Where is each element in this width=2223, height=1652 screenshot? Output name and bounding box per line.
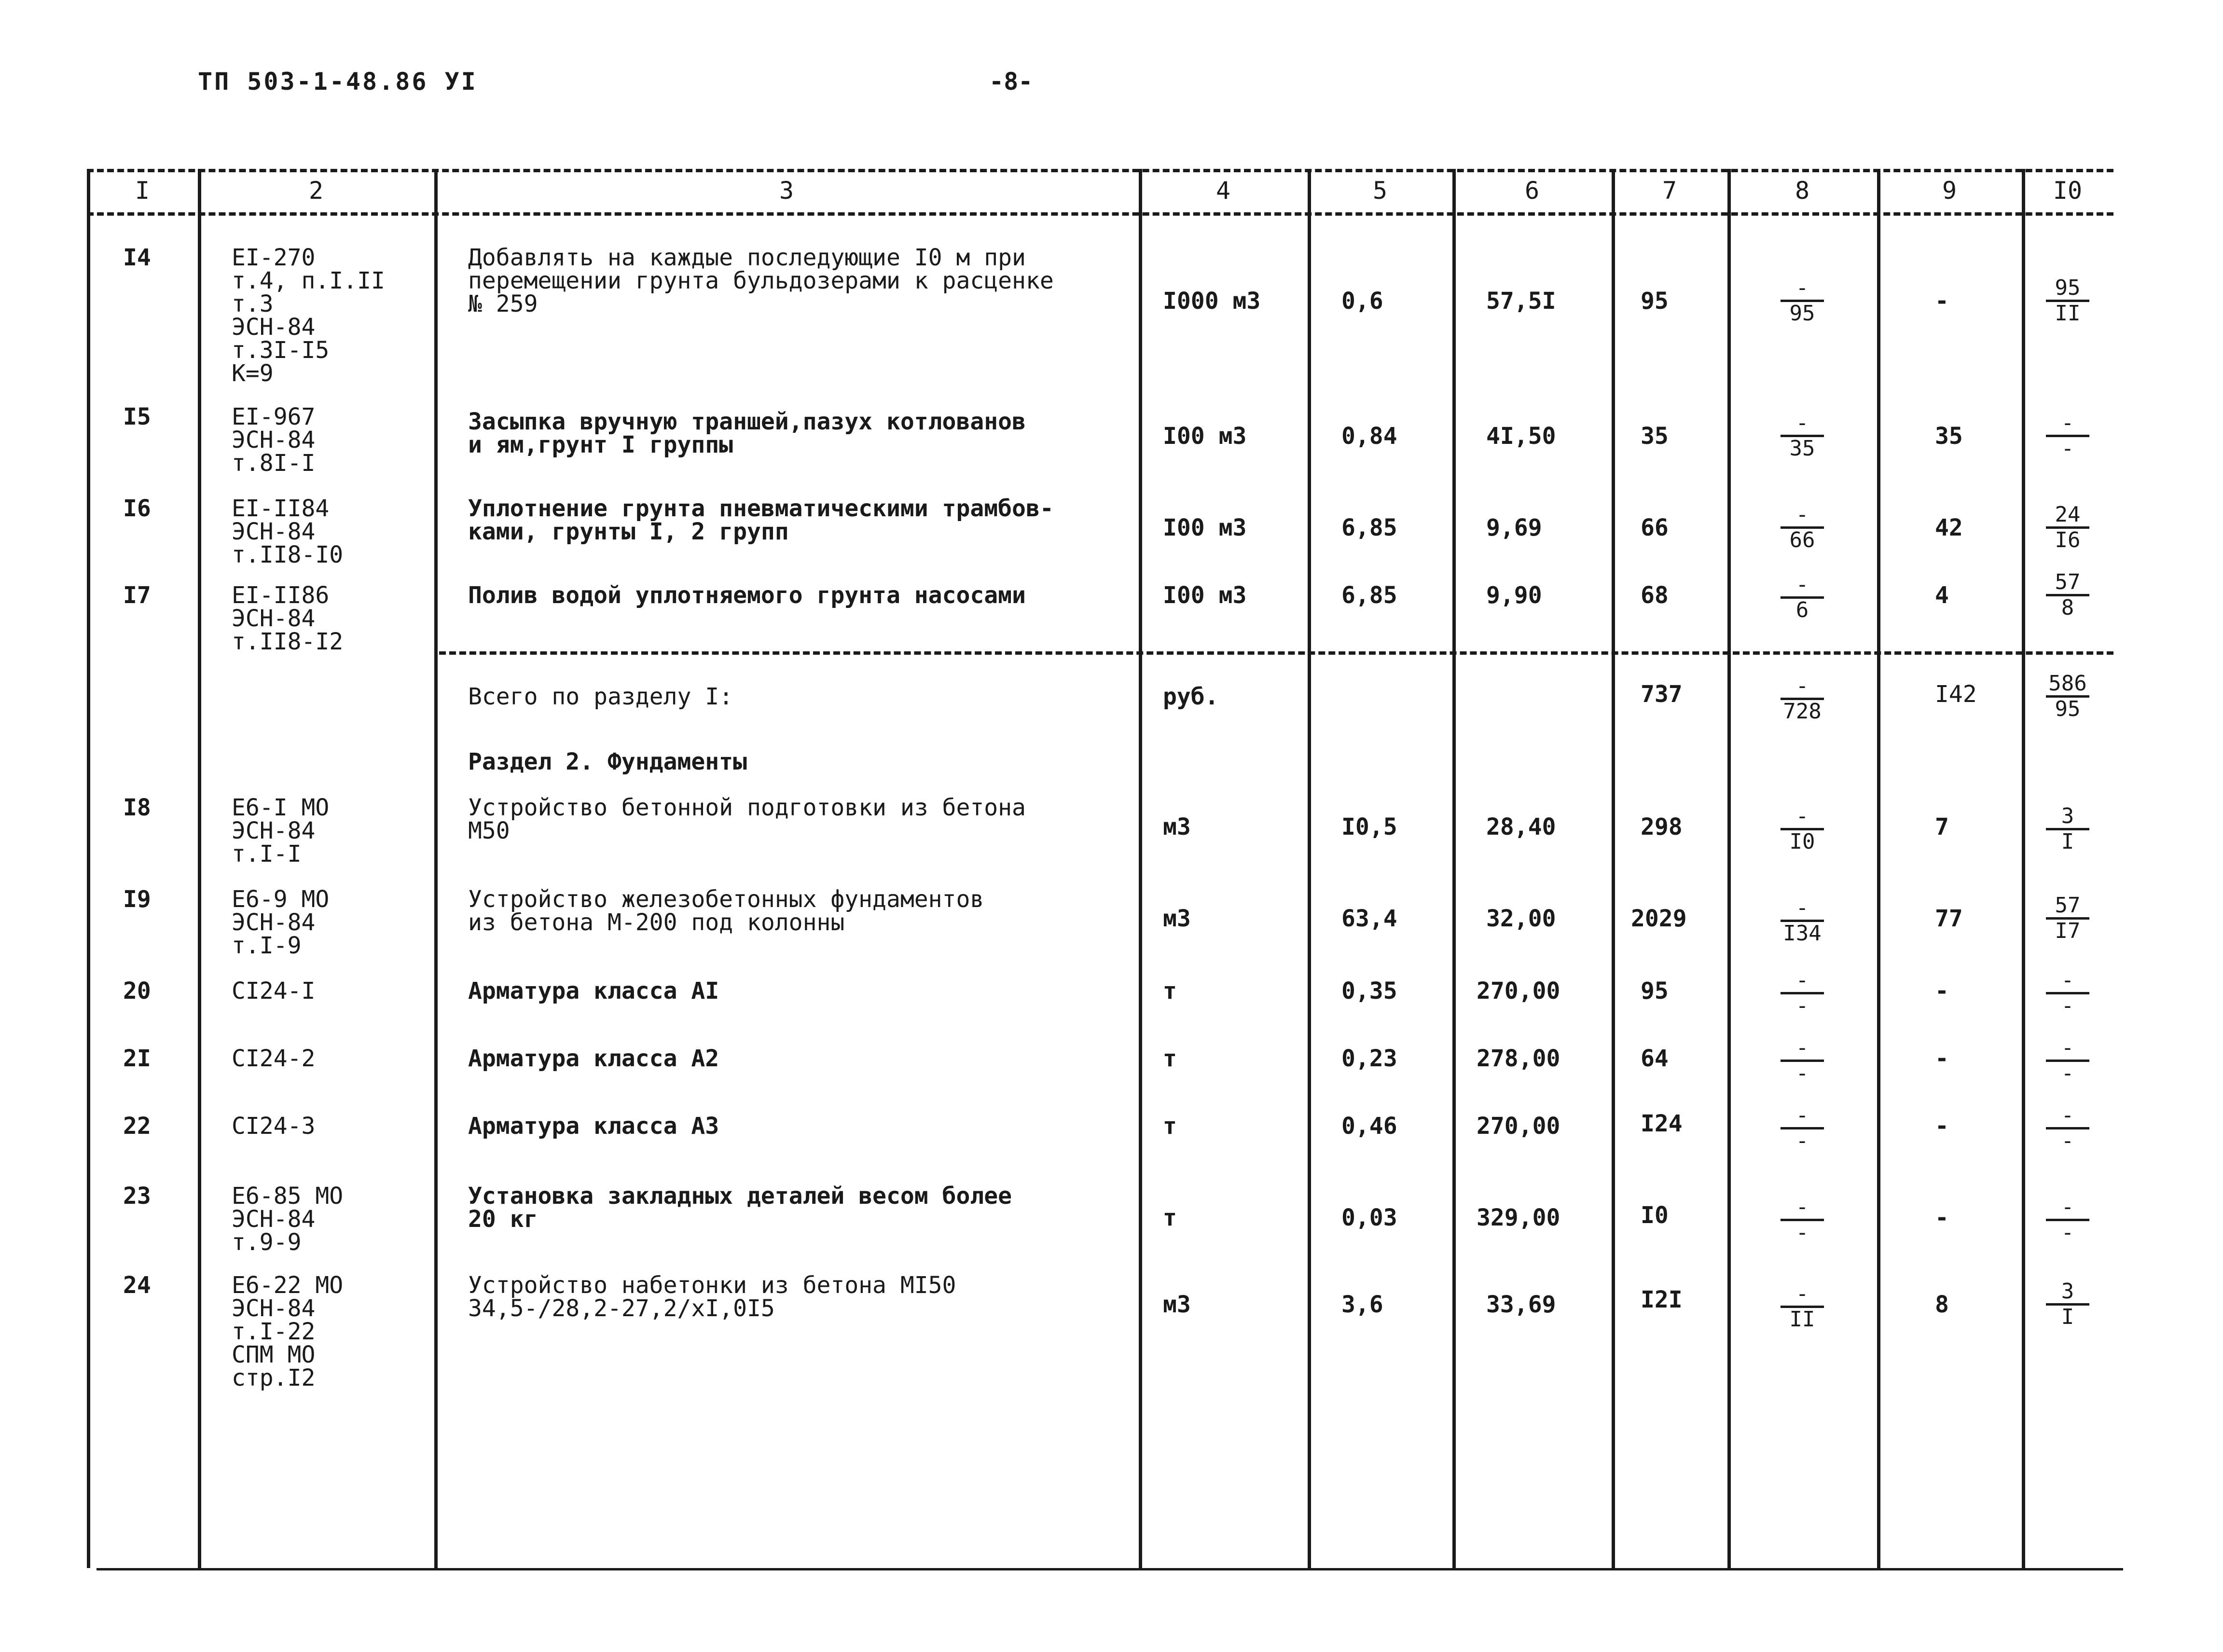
- work-description: Арматура класса А3: [468, 1113, 719, 1140]
- total-cost: 64: [1641, 1045, 1669, 1072]
- col-header-6: 6: [1524, 177, 1540, 205]
- col9-value: -: [1935, 1204, 1949, 1231]
- col9-value: 8: [1935, 1291, 1949, 1318]
- work-description: Устройство набетонки из бетона МI50 34,5-/28,2-27,2/хI,0I5: [468, 1272, 956, 1322]
- col-line-7: [1612, 169, 1615, 1568]
- summary-unit: руб.: [1163, 683, 1219, 710]
- quantity: 6,85: [1341, 582, 1397, 609]
- unit: м3: [1163, 905, 1191, 932]
- row-number: 24: [123, 1272, 151, 1299]
- unit: I00 м3: [1163, 582, 1247, 609]
- col8-fraction: - 66: [1781, 504, 1824, 551]
- estimate-table: [87, 169, 2162, 1583]
- row-number: I7: [123, 582, 151, 609]
- row-number: I8: [123, 794, 151, 821]
- row-number: 22: [123, 1113, 151, 1140]
- unit: I00 м3: [1163, 514, 1247, 541]
- work-description: Уплотнение грунта пневматическими трамбов- ками, грунты I, 2 групп: [468, 495, 1054, 545]
- col8-fraction: - -: [1781, 970, 1824, 1017]
- norm-code: CI24-I: [232, 977, 316, 1005]
- norm-code: EI-270 т.4, п.I.II т.3 ЭСН-84 т.3I-I5 К=9: [232, 244, 385, 387]
- section-title: Раздел 2. Фундаменты: [468, 748, 747, 775]
- work-description: Арматура класса АI: [468, 977, 719, 1005]
- summary-col10-fraction: 586 95: [2046, 673, 2089, 720]
- col9-value: -: [1935, 288, 1949, 315]
- col10-fraction: 24 I6: [2046, 504, 2089, 551]
- col9-value: -: [1935, 1045, 1949, 1072]
- col9-value: 7: [1935, 813, 1949, 840]
- row-number: 2I: [123, 1045, 151, 1072]
- norm-code: EI-II86 ЭСН-84 т.II8-I2: [232, 582, 344, 655]
- norm-code: E6-9 МО ЭСН-84 т.I-9: [232, 886, 330, 959]
- work-description: Установка закладных деталей весом более 20 кг: [468, 1183, 1012, 1233]
- col-line-5: [1308, 169, 1311, 1568]
- unit: м3: [1163, 1291, 1191, 1318]
- norm-code: CI24-2: [232, 1045, 316, 1072]
- col10-fraction: - -: [2046, 1037, 2089, 1084]
- col-line-9: [1877, 169, 1880, 1568]
- norm-code: E6-85 МО ЭСН-84 т.9-9: [232, 1183, 344, 1256]
- unit: т: [1163, 1113, 1177, 1140]
- col8-fraction: - II: [1781, 1283, 1824, 1330]
- unit: т: [1163, 977, 1177, 1005]
- unit: т: [1163, 1204, 1177, 1231]
- col8-fraction: - -: [1781, 1037, 1824, 1084]
- col-header-3: 3: [779, 177, 794, 205]
- col-header-7: 7: [1662, 177, 1677, 205]
- col-header-5: 5: [1372, 177, 1388, 205]
- col9-value: 77: [1935, 905, 1963, 932]
- norm-code: EI-967 ЭСН-84 т.8I-I: [232, 403, 316, 477]
- summary-col8-fraction: - 728: [1781, 675, 1824, 722]
- col8-fraction: - 95: [1781, 277, 1824, 324]
- quantity: 0,46: [1341, 1113, 1397, 1140]
- unit-price: 278,00: [1477, 1045, 1560, 1072]
- total-cost: 66: [1641, 514, 1669, 541]
- unit-price: 32,00: [1486, 905, 1556, 932]
- quantity: 6,85: [1341, 514, 1397, 541]
- quantity: 0,84: [1341, 423, 1397, 450]
- unit: т: [1163, 1045, 1177, 1072]
- col8-fraction: - 6: [1781, 574, 1824, 621]
- total-cost: I24: [1641, 1110, 1683, 1137]
- total-cost: 95: [1641, 977, 1669, 1005]
- row-number: 20: [123, 977, 151, 1005]
- summary-col9: I42: [1935, 681, 1977, 708]
- col-line-2: [198, 169, 201, 1568]
- page-number: -8-: [989, 68, 1033, 96]
- col9-value: -: [1935, 1113, 1949, 1140]
- col8-fraction: - -: [1781, 1105, 1824, 1152]
- quantity: 0,6: [1341, 288, 1383, 315]
- unit-price: 329,00: [1477, 1204, 1560, 1231]
- total-cost: I2I: [1641, 1286, 1683, 1313]
- work-description: Добавлять на каждые последующие I0 м при перемещении грунта бульдозерами к расценке № 259: [468, 244, 1054, 317]
- total-cost: 95: [1641, 288, 1669, 315]
- table-bottom-border: [97, 1568, 2123, 1570]
- col-header-8: 8: [1795, 177, 1810, 205]
- summary-divider: [439, 651, 2113, 655]
- col-line-10: [2022, 169, 2025, 1568]
- col10-fraction: - -: [2046, 970, 2089, 1017]
- header-divider: [87, 212, 2113, 216]
- total-cost: 2029: [1631, 905, 1687, 932]
- unit-price: 28,40: [1486, 813, 1556, 840]
- col10-fraction: 57 8: [2046, 572, 2089, 619]
- quantity: 0,35: [1341, 977, 1397, 1005]
- quantity: 63,4: [1341, 905, 1397, 932]
- col10-fraction: - -: [2046, 1105, 2089, 1152]
- col-line-8: [1727, 169, 1731, 1568]
- col10-fraction: - -: [2046, 1197, 2089, 1243]
- col10-fraction: 95 II: [2046, 277, 2089, 324]
- doc-code: ТП 503-1-48.86 УI: [198, 68, 478, 96]
- norm-code: CI24-3: [232, 1113, 316, 1140]
- col8-fraction: - 35: [1781, 413, 1824, 459]
- unit-price: 33,69: [1486, 1291, 1556, 1318]
- norm-code: E6-22 МО ЭСН-84 т.I-22 СПМ МО стр.I2: [232, 1272, 344, 1391]
- row-number: I9: [123, 886, 151, 913]
- norm-code: E6-I МО ЭСН-84 т.I-I: [232, 794, 330, 867]
- col9-value: 35: [1935, 423, 1963, 450]
- unit-price: 9,90: [1486, 582, 1542, 609]
- col9-value: -: [1935, 977, 1949, 1005]
- col-line-6: [1452, 169, 1456, 1568]
- unit-price: 57,5I: [1486, 288, 1556, 315]
- quantity: 0,23: [1341, 1045, 1397, 1072]
- unit: I000 м3: [1163, 288, 1261, 315]
- unit-price: 4I,50: [1486, 423, 1556, 450]
- summary-label: Всего по разделу I:: [468, 683, 733, 710]
- row-number: 23: [123, 1183, 151, 1210]
- total-cost: I0: [1641, 1202, 1669, 1229]
- total-cost: 35: [1641, 423, 1669, 450]
- col8-fraction: - I34: [1781, 897, 1824, 944]
- row-number: I5: [123, 403, 151, 430]
- work-description: Арматура класса А2: [468, 1045, 719, 1072]
- col-line-1: [87, 169, 90, 1568]
- total-cost: 298: [1641, 813, 1683, 840]
- unit: м3: [1163, 813, 1191, 840]
- unit-price: 270,00: [1477, 1113, 1560, 1140]
- col-header-1: I: [135, 177, 150, 205]
- summary-total: 737: [1641, 681, 1683, 708]
- quantity: 3,6: [1341, 1291, 1383, 1318]
- row-number: I4: [123, 244, 151, 271]
- unit-price: 270,00: [1477, 977, 1560, 1005]
- col-header-4: 4: [1215, 177, 1231, 205]
- col9-value: 42: [1935, 514, 1963, 541]
- col9-value: 4: [1935, 582, 1949, 609]
- col-line-3: [434, 169, 438, 1568]
- norm-code: EI-II84 ЭСН-84 т.II8-I0: [232, 495, 344, 568]
- quantity: 0,03: [1341, 1204, 1397, 1231]
- col10-fraction: - -: [2046, 413, 2089, 459]
- unit: I00 м3: [1163, 423, 1247, 450]
- col-line-4: [1139, 169, 1142, 1568]
- col10-fraction: 3 I: [2046, 806, 2089, 853]
- row-number: I6: [123, 495, 151, 522]
- quantity: I0,5: [1341, 813, 1397, 840]
- col10-fraction: 57 I7: [2046, 895, 2089, 942]
- col-header-2: 2: [308, 177, 324, 205]
- work-description: Полив водой уплотняемого грунта насосами: [468, 582, 1026, 609]
- total-cost: 68: [1641, 582, 1669, 609]
- col8-fraction: - -: [1781, 1197, 1824, 1243]
- col-header-9: 9: [1942, 177, 1957, 205]
- work-description: Засыпка вручную траншей,пазух котлованов и ям,грунт I группы: [468, 408, 1026, 458]
- col8-fraction: - I0: [1781, 806, 1824, 853]
- col-header-10: I0: [2053, 177, 2083, 205]
- col10-fraction: 3 I: [2046, 1281, 2089, 1328]
- unit-price: 9,69: [1486, 514, 1542, 541]
- work-description: Устройство железобетонных фундаментов из бетона М-200 под колонны: [468, 886, 984, 936]
- work-description: Устройство бетонной подготовки из бетона М50: [468, 794, 1026, 844]
